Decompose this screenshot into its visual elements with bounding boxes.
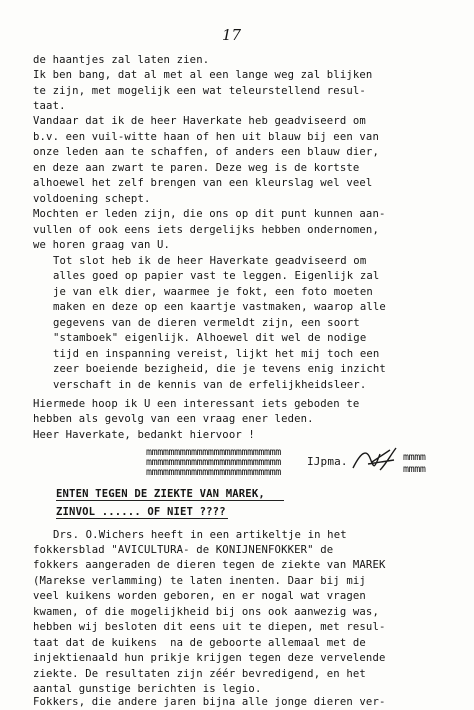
text-line: alhoewel het zelf brengen van een kleurslag wel veel — [33, 177, 373, 189]
text-line: veel kuikens worden geboren, en er nogal wat vragen — [33, 590, 366, 602]
page-number: 17 — [222, 26, 242, 44]
text-line: hebben wij besloten dit eens uit te diepen, met resul- — [33, 621, 386, 633]
text-line: Fokkers, die andere jaren bijna alle jonge dieren ver- — [33, 696, 386, 708]
text-line: vullen of ook eens iets dergelijks hebben ondernomen, — [33, 224, 379, 236]
text-line: voldoening schept. — [33, 193, 151, 205]
text-line: Hiermede hoop ik U een interessant iets geboden te — [33, 398, 360, 410]
text-line: kwamen, of die mogelijkheid bij ons ook aanwezig was, — [33, 606, 379, 618]
article-title-line: ZINVOL ...... OF NIET ???? — [56, 506, 226, 518]
text-line: aantal gunstige berichten is legio. — [33, 683, 262, 695]
text-line: en deze aan zwart te paren. Deze weg is de kortste — [33, 162, 360, 174]
author-name: IJpma. — [307, 455, 348, 468]
text-line: "stamboek" eigenlijk. Alhoewel dit wel de nodige — [53, 332, 367, 344]
text-line: injektienaald hun prikje krijgen tegen deze vervelende — [33, 652, 386, 664]
text-line: Mochten er leden zijn, die ons op dit punt kunnen aan- — [33, 208, 386, 220]
text-line: Drs. O.Wichers heeft in een artikeltje in het — [53, 529, 347, 541]
text-line: fokkersblad "AVICULTURA- de KONIJNENFOKKER" de — [33, 544, 334, 556]
text-line: Heer Haverkate, bedankt hiervoor ! — [33, 429, 255, 441]
text-line: de haantjes zal laten zien. — [33, 54, 210, 66]
text-line: ziekte. De resultaten zijn zéér bevredigend, en het — [33, 668, 366, 680]
handwritten-signature — [350, 444, 400, 474]
text-line: je van elk dier, waarmee je fokt, een foto moeten — [53, 286, 373, 298]
text-line: onze leden aan te schaffen, of anders een blauw dier, — [33, 146, 379, 158]
text-line: alles goed op papier vast te leggen. Eigenlijk zal — [53, 270, 380, 282]
text-line: Ik ben bang, dat al met al een lange weg zal blijken — [33, 69, 373, 81]
text-line: te zijn, met mogelijk een wat teleurstellend resul- — [33, 85, 366, 97]
text-line: verschaft in de kennis van de erfelijkheidsleer. — [53, 379, 367, 391]
text-line: zeer boeiende bezigheid, die je tevens enig inzicht — [53, 363, 386, 375]
text-line: Tot slot heb ik de heer Haverkate geadviseerd om — [53, 255, 367, 267]
separator-row: mmmmmmmmmmmmmmmmmmmmmmmm — [146, 457, 281, 468]
text-line: tijd en inspanning vereist, lijkt het mij toch een — [53, 348, 380, 360]
text-line: maken en deze op een kaartje vastmaken, waarop alle — [53, 301, 386, 313]
separator-row: mmmmmmmmmmmmmmmmmmmmmmmm — [146, 447, 281, 458]
text-line: gegevens van de dieren vermeldt zijn, een soort — [53, 317, 360, 329]
text-line: hebben als gevolg van een vraag ener leden. — [33, 413, 314, 425]
text-line: fokkers aangeraden de dieren tegen de ziekte van MAREK — [33, 559, 386, 571]
text-line: we horen graag van U. — [33, 239, 171, 251]
title-underline — [56, 518, 228, 519]
text-line: taat dat de kuikens na de geboorte allemaal met de — [33, 637, 366, 649]
title-underline — [56, 500, 284, 501]
separator-trail: mmmm — [403, 464, 426, 475]
article-title-line: ENTEN TEGEN DE ZIEKTE VAN MAREK, — [56, 488, 265, 500]
text-line: (Marekse verlamming) te laten inenten. Daar bij mij — [33, 575, 366, 587]
separator-trail: mmmm — [403, 452, 426, 463]
text-line: taat. — [33, 100, 66, 112]
separator-row: mmmmmmmmmmmmmmmmmmmmmmmm — [146, 467, 281, 478]
text-line: Vandaar dat ik de heer Haverkate heb geadviseerd om — [33, 115, 366, 127]
text-line: b.v. een vuil-witte haan of hen uit blauw bij een van — [33, 131, 379, 143]
